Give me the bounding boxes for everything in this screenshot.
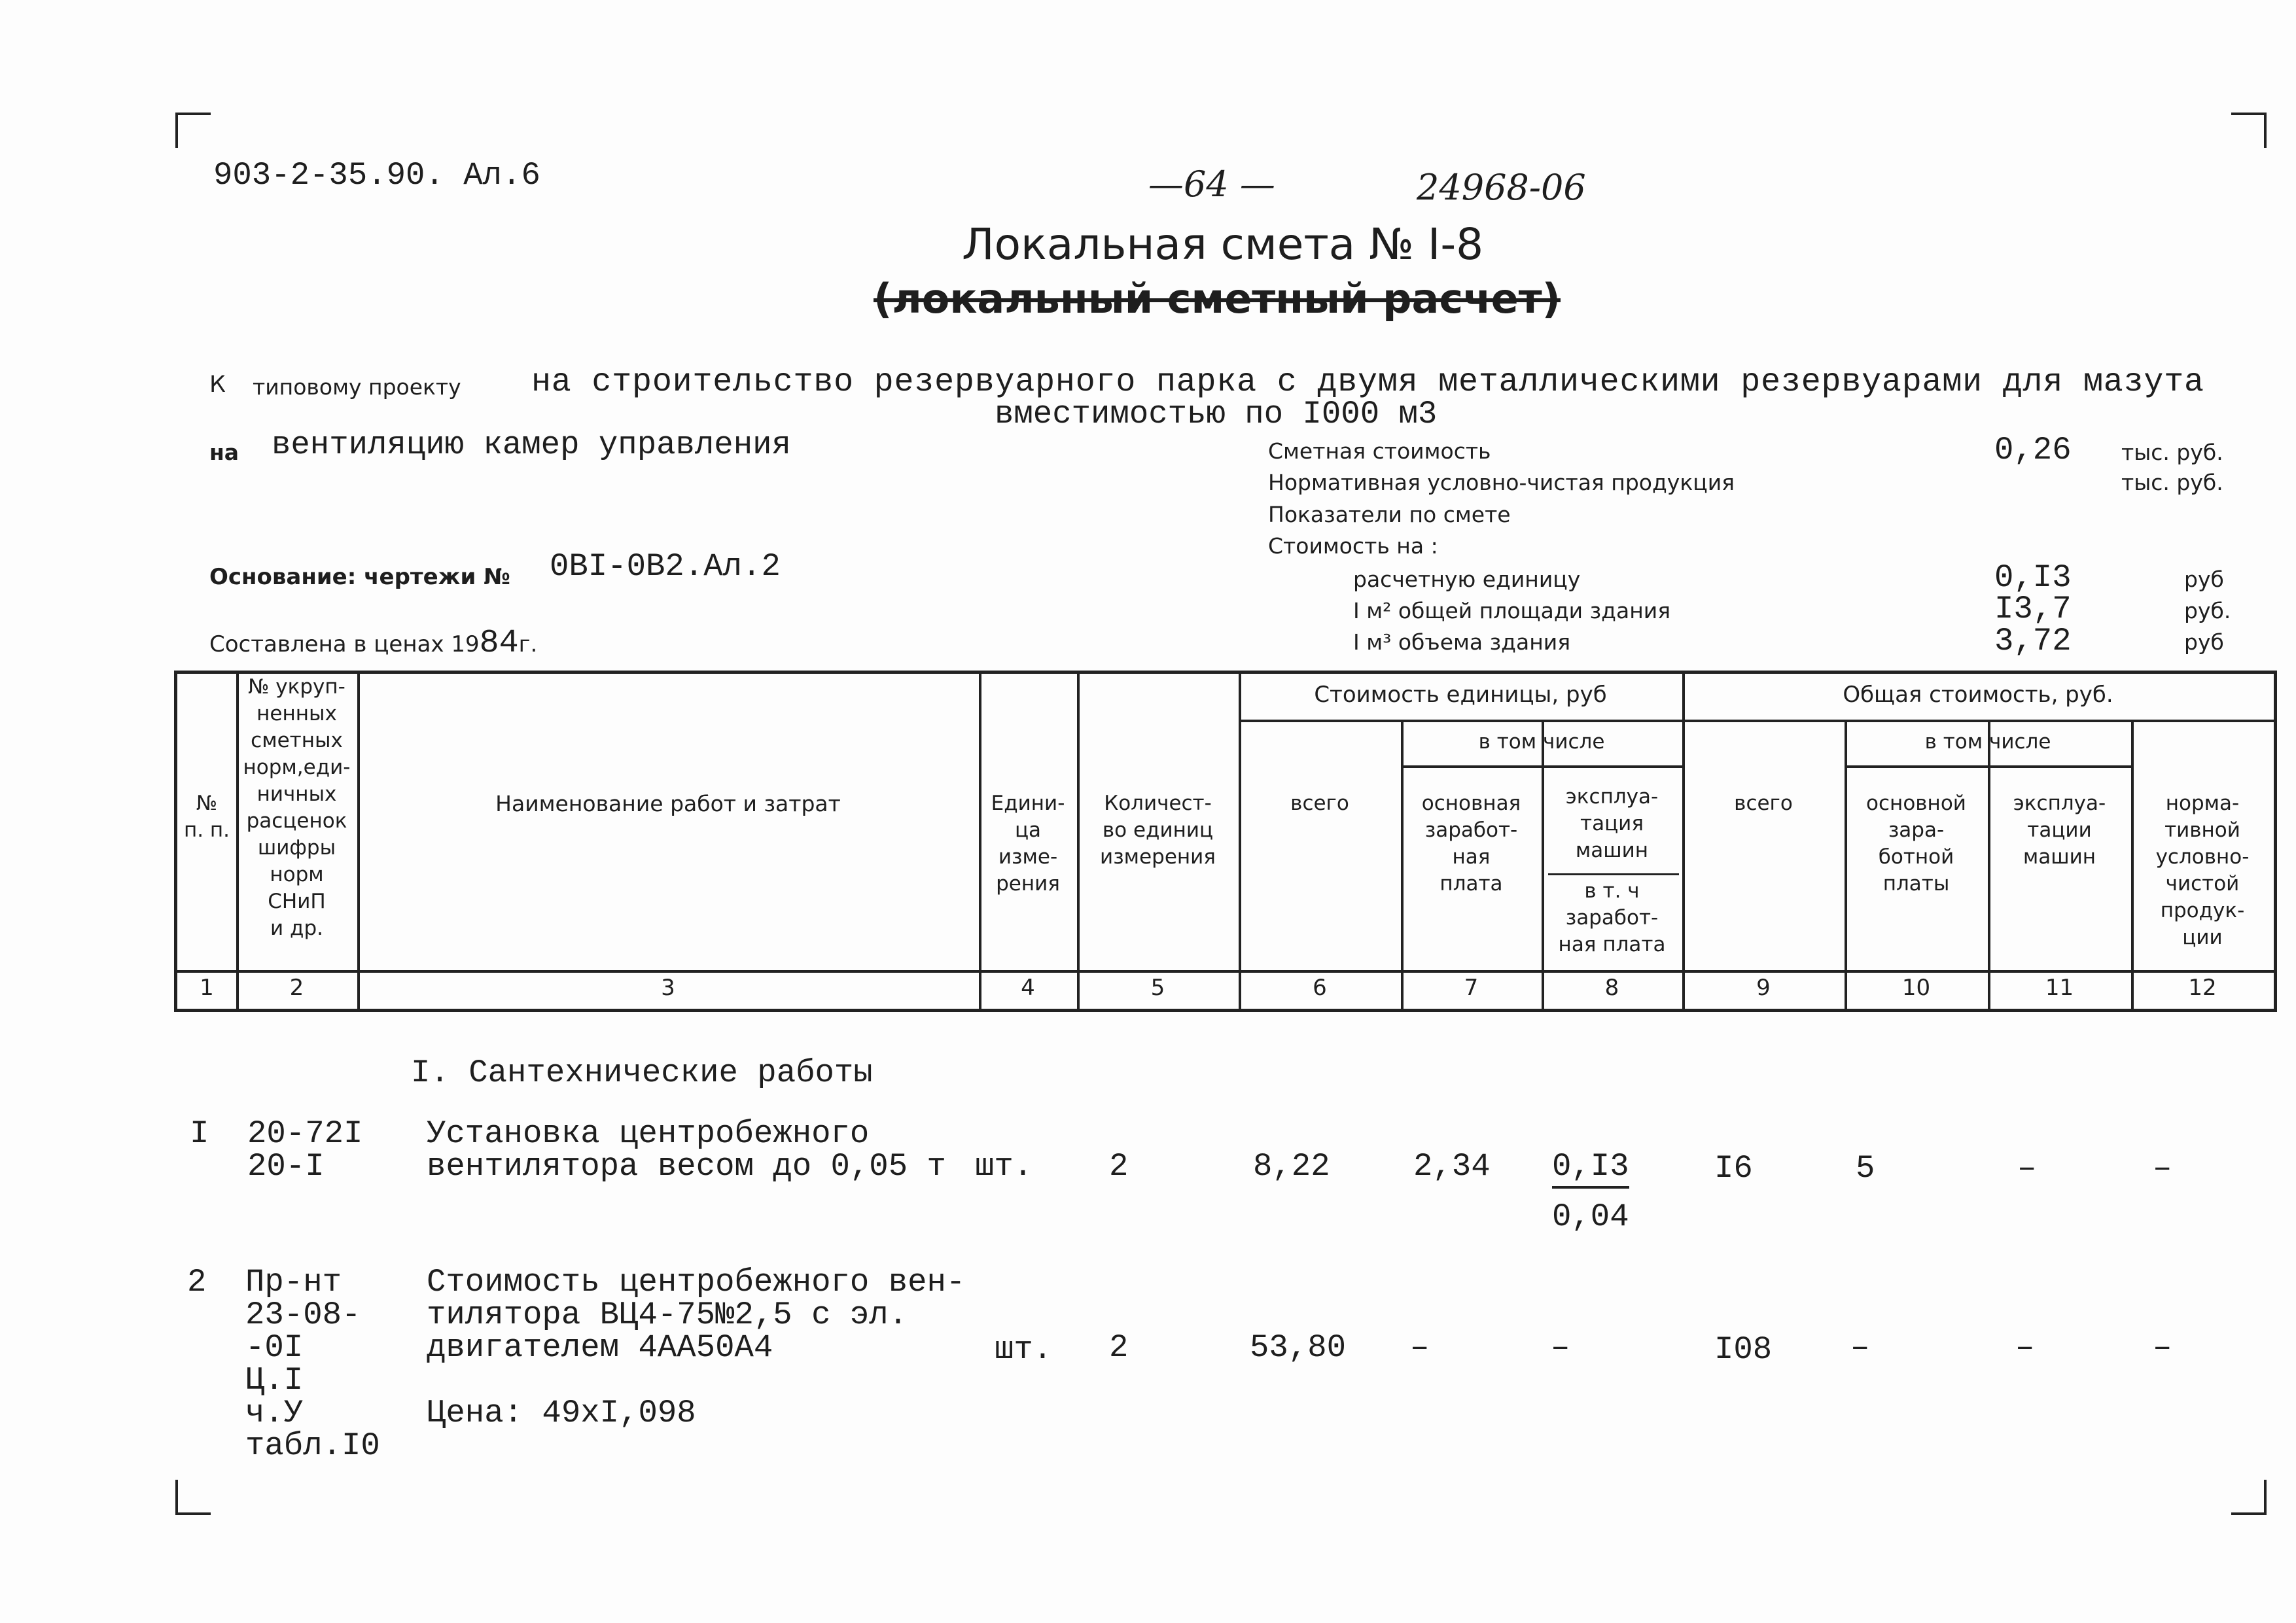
row1-unit-machine-wage: 0,04 [1552, 1198, 1629, 1235]
row2-name-line1: Стоимость центробежного вен- [427, 1264, 966, 1300]
header-col-12: норма- тивной условно- чистой продук- ции [2155, 792, 2250, 949]
row1-unit-machine: 0,I3 [1552, 1148, 1629, 1189]
normative-label: Нормативная условно-чистая продукция [1268, 470, 1735, 495]
col-number-3: 3 [661, 975, 675, 1001]
row2-qty: 2 [1109, 1329, 1129, 1366]
prices-text: Составлена в ценах 19 [209, 631, 480, 657]
row1-code-line1: 20-72I [247, 1115, 363, 1152]
row1-num: I [190, 1115, 209, 1152]
project-description-line1: на строительство резервуарного парка с двумя металлическими резервуарами для мазута [531, 364, 2204, 401]
indicators-label: Показатели по смете [1268, 502, 1511, 527]
per-area-unit: руб. [2184, 598, 2231, 623]
inventory-number: 24968-06 [1417, 167, 1586, 208]
estimate-cost-value: 0,26 [1994, 432, 2072, 468]
basis-label: Основание: чертежи № [209, 564, 511, 590]
row1-qty: 2 [1109, 1148, 1129, 1185]
col-number-4: 4 [1021, 975, 1035, 1001]
header-total-group: Общая стоимость, руб. [1843, 682, 2113, 708]
header-col-4: Едини- ца изме- рения [991, 792, 1065, 896]
row1-total-normative: – [2153, 1150, 2172, 1187]
header-total-incl: в том числе [1924, 730, 2051, 754]
corner-mark-bottom-right [2231, 1480, 2267, 1515]
row2-name-line3: двигателем 4АА50А4 [427, 1329, 773, 1366]
section-title: I. Сантехнические работы [411, 1055, 873, 1091]
col-number-6: 6 [1313, 975, 1327, 1001]
header-col-11: эксплуа- тации машин [2013, 792, 2106, 869]
col-number-1: 1 [200, 975, 214, 1001]
per-volume-label: I м³ объема здания [1353, 629, 1571, 655]
row2-unit-machine: – [1551, 1329, 1570, 1366]
row2-code-line6: табл.I0 [245, 1427, 380, 1464]
row1-total: I6 [1714, 1150, 1753, 1187]
corner-mark-top-left [175, 113, 211, 148]
prices-label [209, 625, 537, 662]
row1-name-line1: Установка центробежного [427, 1115, 870, 1152]
header-unit-incl: в том числе [1478, 730, 1605, 754]
row1-code-line2: 20-I [247, 1148, 325, 1185]
col-number-2: 2 [289, 975, 304, 1001]
per-area-label: I м² общей площади здания [1353, 598, 1671, 623]
per-volume-value: 3,72 [1994, 623, 2072, 659]
header-col-10: основной зара- ботной платы [1866, 792, 1966, 896]
col-number-7: 7 [1464, 975, 1479, 1001]
normative-unit: тыс. руб. [2121, 470, 2223, 495]
row2-code-line4: Ц.I [245, 1362, 304, 1399]
col-number-9: 9 [1756, 975, 1771, 1001]
row2-code-line1: Пр-нт [245, 1264, 342, 1300]
corner-mark-bottom-left [175, 1480, 211, 1515]
project-description-line2: вместимостью по I000 м3 [995, 396, 1438, 432]
per-unit-unit: руб [2184, 567, 2224, 592]
object-name: вентиляцию камер управления [272, 427, 791, 463]
per-area-value: I3,7 [1994, 591, 2072, 627]
row1-unit-wage: 2,34 [1413, 1148, 1491, 1185]
subtitle-struck: (локальный сметный расчет) [874, 275, 1561, 323]
row2-total-normative: – [2153, 1329, 2172, 1366]
col-number-8: 8 [1604, 975, 1619, 1001]
header-col-8a: эксплуа- тация машин [1565, 785, 1659, 862]
header-col-3: Наименование работ и затрат [495, 791, 841, 816]
cost-per-label: Стоимость на : [1268, 533, 1438, 559]
header-col-5: Количест- во единиц измерения [1100, 792, 1216, 869]
row2-price-note: Цена: 49хI,098 [427, 1395, 696, 1431]
header-unit-cost-group: Стоимость единицы, руб [1314, 682, 1607, 708]
per-unit-value: 0,I3 [1994, 559, 2072, 596]
prices-suffix: г. [518, 631, 538, 657]
per-volume-unit: руб [2184, 629, 2224, 655]
row1-name-line2: вентилятора весом до 0,05 т [427, 1148, 946, 1185]
col-number-5: 5 [1150, 975, 1165, 1001]
header-col-2: № укруп- ненных сметных норм,еди- ничных расценок шифры норм СНиП и др. [243, 675, 351, 940]
row2-code-line3: -0I [245, 1329, 304, 1366]
row2-code-line5: ч.У [245, 1395, 304, 1431]
header-col-6: всего [1290, 792, 1349, 815]
row1-total-machine: – [2017, 1150, 2037, 1187]
basis-value: 0BI-0B2.Ал.2 [550, 548, 781, 585]
k-label: К [209, 372, 226, 398]
header-col-7: основная заработ- ная плата [1421, 792, 1521, 896]
col-number-12: 12 [2188, 975, 2217, 1001]
row2-num: 2 [187, 1264, 207, 1300]
row2-code-line2: 23-08- [245, 1297, 361, 1333]
estimate-table-header [174, 671, 2277, 1012]
estimate-cost-label: Сметная стоимость [1268, 438, 1491, 464]
prices-year: 84 [479, 625, 519, 662]
header-col-1: № п. п. [183, 792, 230, 842]
row2-name-line2: тилятора ВЦ4-75№2,5 с эл. [427, 1297, 908, 1333]
page-title: Локальная смета № I-8 [962, 219, 1484, 270]
header-col-8b: в т. ч заработ- ная плата [1558, 879, 1666, 956]
row2-unit: шт. [995, 1331, 1053, 1368]
row2-total-machine: – [2015, 1329, 2035, 1366]
row1-total-wage: 5 [1856, 1150, 1875, 1187]
document-code: 903-2-35.90. Ал.6 [213, 157, 540, 194]
col-number-10: 10 [1901, 975, 1931, 1001]
na-label: на [209, 440, 239, 465]
header-col-9: всего [1734, 792, 1793, 815]
row2-unit-wage: – [1410, 1329, 1430, 1366]
corner-mark-top-right [2231, 113, 2267, 148]
row2-unit-total: 53,80 [1250, 1329, 1347, 1366]
row1-unit-total: 8,22 [1253, 1148, 1330, 1185]
row2-total: I08 [1714, 1331, 1773, 1368]
col-number-11: 11 [2045, 975, 2074, 1001]
row2-total-wage: – [1850, 1329, 1870, 1366]
per-unit-label: расчетную единицу [1353, 567, 1581, 592]
estimate-cost-unit: тыс. руб. [2121, 440, 2223, 465]
page-number: —64 — [1148, 164, 1275, 205]
project-label: типовому проекту [253, 374, 461, 400]
row1-unit: шт. [975, 1148, 1033, 1185]
